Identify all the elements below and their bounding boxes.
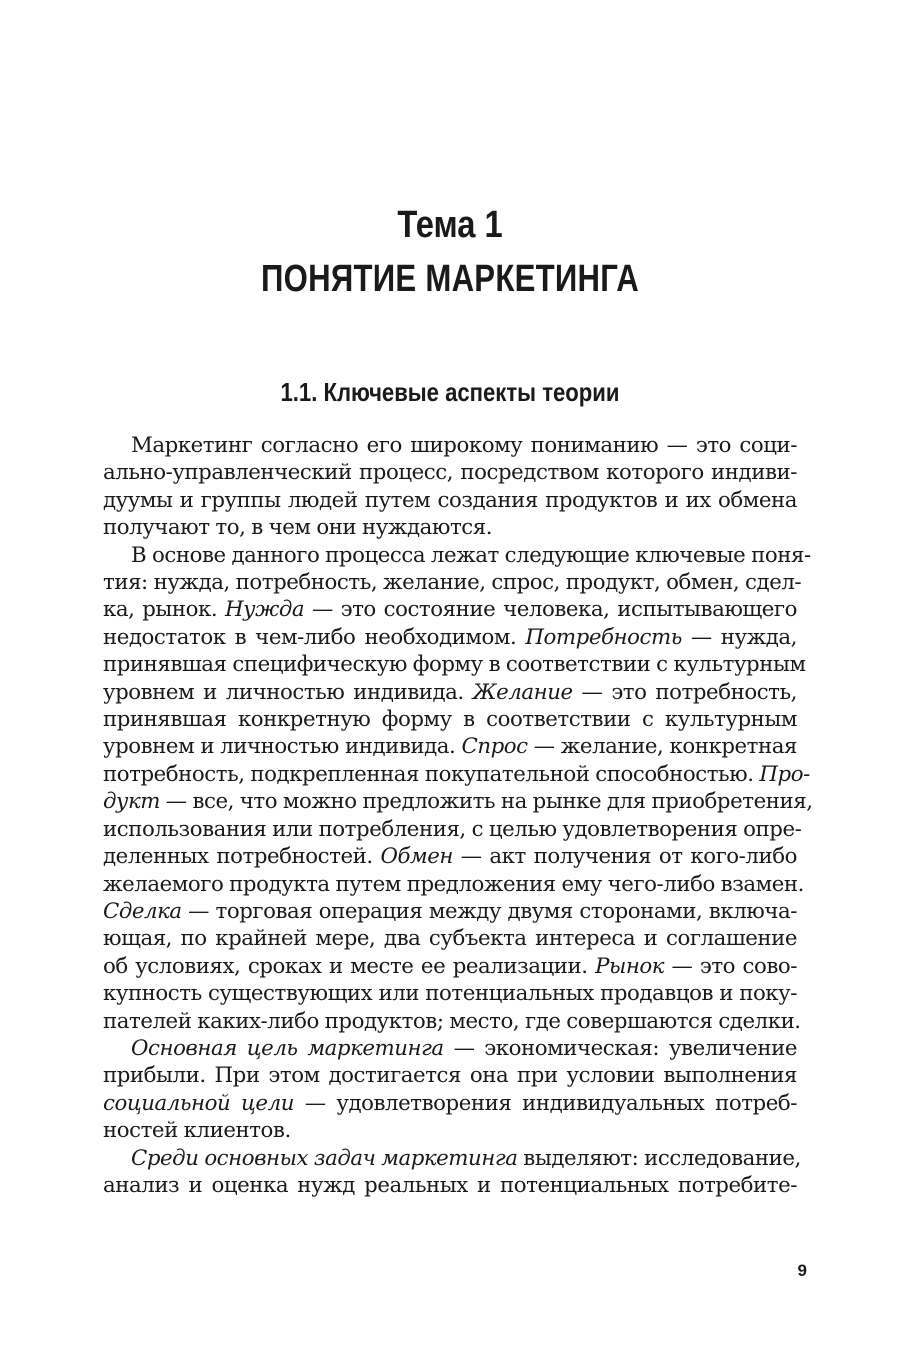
paragraph-4: [103, 1145, 801, 1200]
section-heading: 1.1. Ключевые аспекты теории: [280, 377, 620, 407]
text-fragment: недостаток в чем-либо необходимом.: [103, 624, 526, 650]
term-social-goal: социальной цели: [103, 1090, 294, 1116]
text-fragment: — желание, конкретная: [527, 734, 797, 760]
text-line: [103, 596, 797, 623]
text-line: [103, 1035, 797, 1062]
text-line: тия: нужда, потребность, желание, спрос, продукт, обмен, сдел-: [103, 570, 802, 596]
text-fragment: уровнем и личностью индивида.: [103, 734, 462, 760]
text-line: [103, 898, 797, 925]
text-fragment: — это потребность,: [572, 679, 797, 705]
text-line: [103, 843, 797, 870]
term-demand: Спрос: [461, 734, 528, 760]
topic-number: Тема 1: [397, 204, 503, 246]
text-fragment: — все, что можно предложить на рынке для приобретения,: [159, 789, 813, 815]
text-fragment: выделяют: исследование,: [517, 1145, 801, 1171]
text-line: анализ и оценка нужд реальных и потенциальных потребите-: [103, 1172, 797, 1198]
paragraph-3: [103, 1035, 797, 1145]
text-line: использования или потребления, с целью удовлетворения опре-: [103, 816, 802, 842]
term-market: Рынок: [595, 953, 665, 979]
body-text: [103, 432, 813, 1199]
text-fragment: — акт получения от кого-либо: [452, 844, 797, 870]
text-line: купность существующих или потенциальных продавцов и поку-: [103, 981, 797, 1007]
text-line: принявшая конкретную форму в соответствии с культурным: [103, 707, 797, 733]
term-requirement: Потребность: [525, 624, 682, 650]
paragraph-1: [103, 432, 797, 542]
text-fragment: об условиях, сроках и месте ее реализации.: [103, 953, 596, 979]
paragraph-2: [103, 542, 813, 1035]
text-line: ющая, по крайней мере, два субъекта интереса и соглашение: [103, 926, 797, 952]
term-product-end: дукт: [103, 789, 160, 815]
text-line: [103, 679, 797, 706]
text-fragment: деленных потребностей.: [103, 844, 381, 870]
text-line: ально-управленческий процесс, посредством которого индиви-: [103, 460, 797, 486]
text-fragment: — это сово-: [664, 953, 798, 979]
text-fragment: уровнем и личностью индивида.: [103, 679, 473, 705]
text-fragment: потребность, подкрепленная покупательной способностью.: [103, 761, 760, 787]
term-need: Нужда: [225, 597, 305, 623]
text-line: пателей каких-либо продуктов; место, где совершаются сделки.: [103, 1008, 801, 1034]
text-line: [103, 1090, 797, 1117]
term-product-start: Про-: [759, 761, 810, 787]
text-line: желаемого продукта путем предложения ему чего-либо взамен.: [103, 871, 804, 897]
text-line: [103, 624, 797, 651]
text-line: принявшая специфическую форму в соответствии с культурным: [103, 652, 806, 678]
text-fragment: — экономическая: увеличение: [443, 1035, 797, 1061]
page-number: 9: [797, 1261, 807, 1280]
text-line: [103, 788, 813, 815]
text-line: ностей клиентов.: [103, 1118, 291, 1144]
text-line: [103, 733, 797, 760]
text-fragment: — торговая операция между двумя сторонами, включа-: [181, 898, 797, 924]
text-line: В основе данного процесса лежат следующие ключевые поня-: [131, 542, 811, 568]
term-main-tasks: Среди основных задач маркетинга: [131, 1145, 518, 1171]
text-line: [103, 761, 810, 788]
term-exchange: Обмен: [380, 844, 453, 870]
topic-title: ПОНЯТИЕ МАРКЕТИНГА: [260, 258, 640, 300]
text-line: прибыли. При этом достигается она при условии выполнения: [103, 1063, 797, 1089]
text-fragment: — это состояние человека, испытывающего: [304, 597, 798, 623]
text-fragment: — удовлетворения индивидуальных потреб-: [293, 1090, 797, 1116]
text-line: дуумы и группы людей путем создания продуктов и их обмена: [103, 487, 797, 513]
term-desire: Желание: [472, 679, 573, 705]
text-line: [103, 953, 797, 980]
term-main-goal: Основная цель маркетинга: [131, 1035, 444, 1061]
text-line: [103, 1145, 801, 1172]
text-fragment: — нужда,: [681, 624, 797, 650]
text-fragment: ка, рынок.: [103, 597, 226, 623]
text-line: Маркетинг согласно его широкому пониманию — это соци-: [131, 433, 797, 458]
text-line: получают то, в чем они нуждаются.: [103, 515, 493, 541]
term-deal: Сделка: [103, 898, 182, 924]
